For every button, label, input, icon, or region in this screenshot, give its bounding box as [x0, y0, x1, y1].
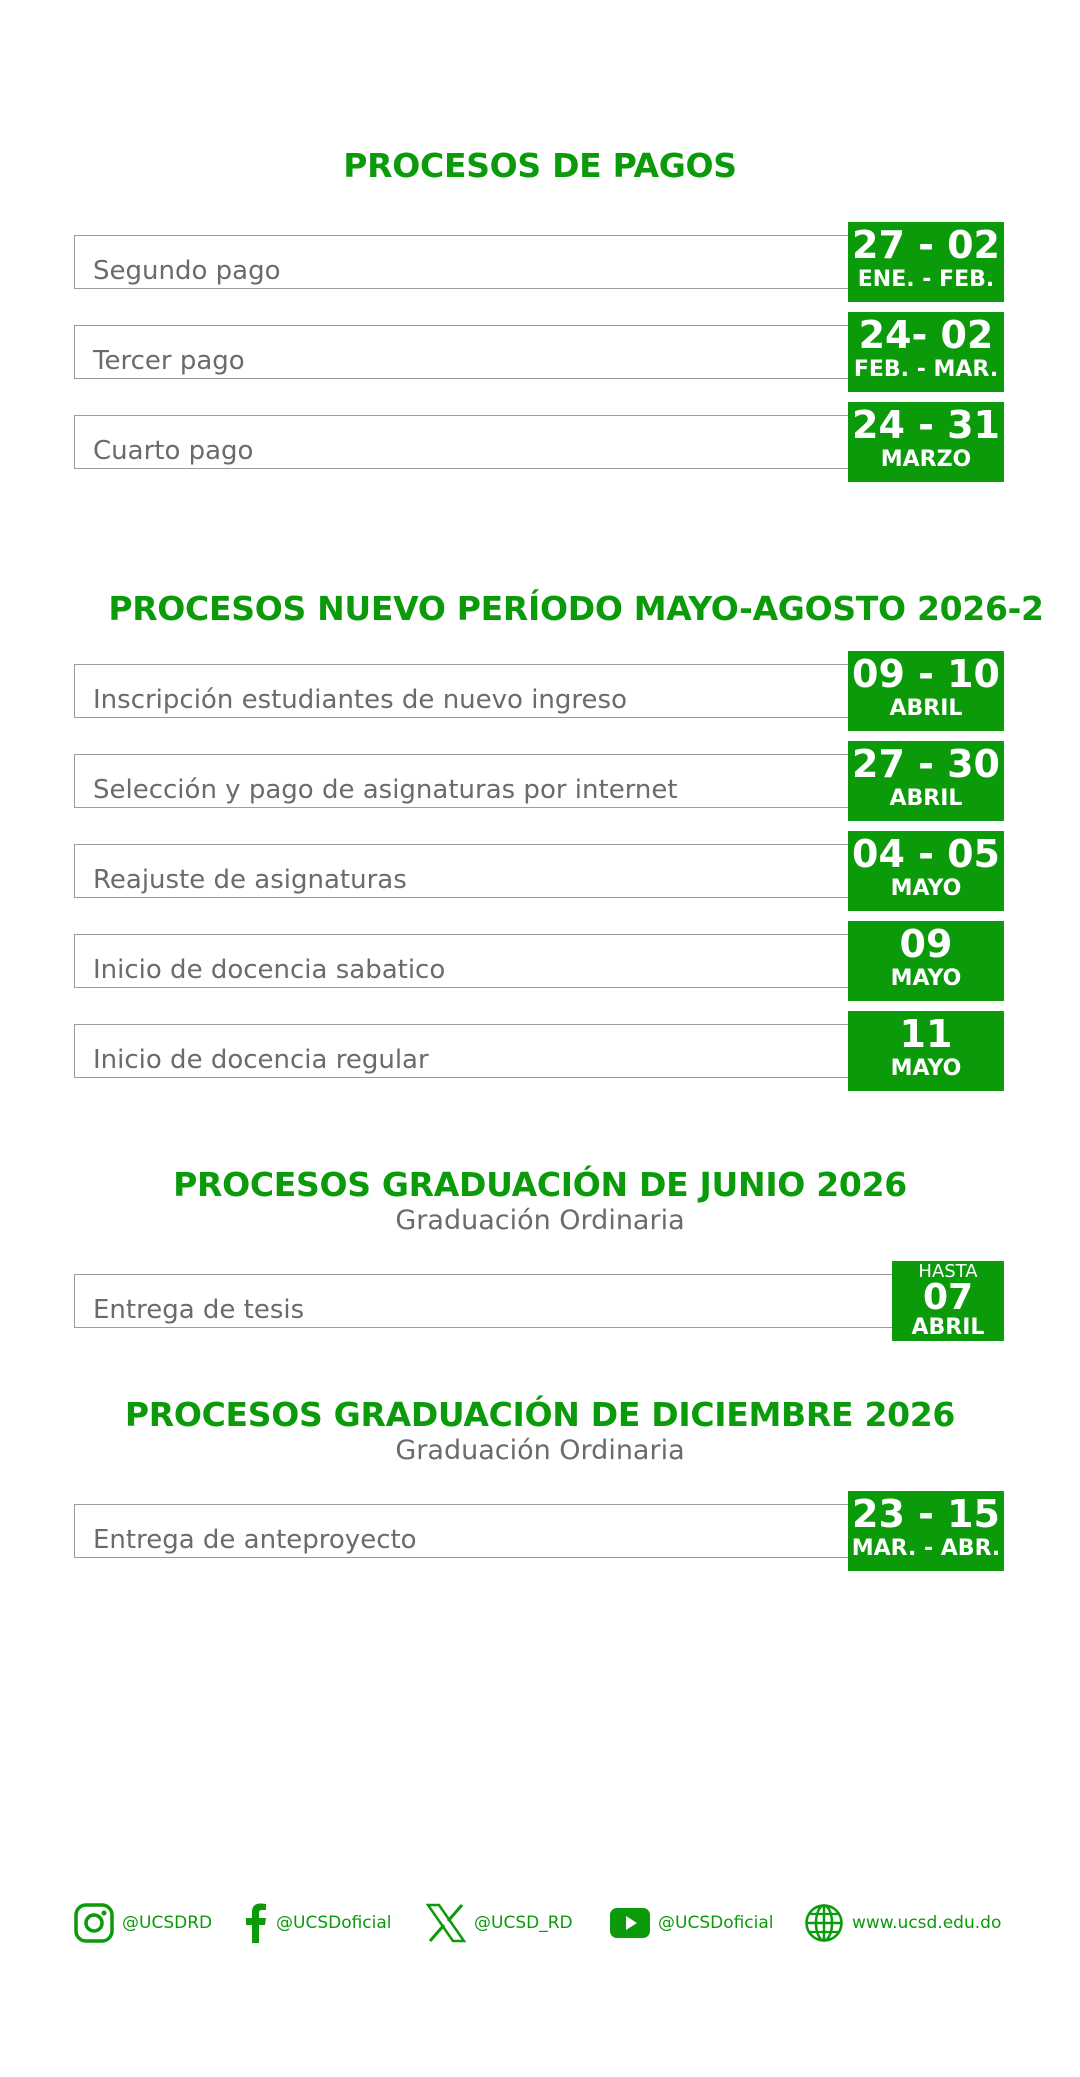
- date-months: ABRIL: [911, 1315, 985, 1340]
- row-box: [74, 664, 850, 718]
- date-months: FEB. - MAR.: [853, 357, 999, 382]
- youtube-handle: @UCSDoficial: [658, 1913, 774, 1933]
- date-days: 23 - 15: [852, 1492, 1000, 1536]
- new-period-title: PROCESOS NUEVO PERÍODO MAYO-AGOSTO 2026-2: [108, 589, 1044, 628]
- date-months: MAYO: [890, 1056, 962, 1081]
- x-handle: @UCSD_RD: [474, 1913, 573, 1933]
- schedule-row: [74, 1491, 1004, 1571]
- schedule-row: [74, 831, 1004, 911]
- date-days: 24 - 31: [852, 403, 1000, 447]
- graduation-june-title: PROCESOS GRADUACIÓN DE JUNIO 2026: [173, 1165, 907, 1204]
- date-badge: [848, 312, 1004, 392]
- date-badge: [892, 1261, 1004, 1341]
- row-label: Selección y pago de asignaturas por internet: [93, 775, 678, 805]
- row-box: [74, 844, 850, 898]
- row-label: Inscripción estudiantes de nuevo ingreso: [93, 685, 627, 715]
- instagram-link[interactable]: [74, 1895, 212, 1951]
- date-months: ABRIL: [889, 696, 963, 721]
- date-months: ENE. - FEB.: [857, 267, 995, 292]
- row-box: [74, 1024, 850, 1078]
- schedule-row: [74, 402, 1004, 482]
- youtube-link[interactable]: [610, 1895, 774, 1951]
- date-days: 09 - 10: [852, 652, 1000, 696]
- schedule-row: [74, 1011, 1004, 1091]
- date-months: MARZO: [880, 447, 972, 472]
- x-link[interactable]: [426, 1895, 573, 1951]
- row-label: Entrega de tesis: [93, 1295, 305, 1325]
- row-label: Reajuste de asignaturas: [93, 865, 407, 895]
- row-label: Inicio de docencia sabatico: [93, 955, 446, 985]
- schedule-row: [74, 222, 1004, 302]
- instagram-handle: @UCSDRD: [122, 1913, 213, 1933]
- schedule-row: [74, 651, 1004, 731]
- date-days: 09: [899, 922, 953, 966]
- row-label: Tercer pago: [93, 346, 245, 376]
- row-box: [74, 754, 850, 808]
- globe-icon: [804, 1903, 844, 1943]
- social-footer: [74, 1895, 1004, 1951]
- date-badge: [848, 651, 1004, 731]
- graduation-june-subtitle: Graduación Ordinaria: [395, 1205, 685, 1236]
- date-months: ABRIL: [889, 786, 963, 811]
- payments-title: PROCESOS DE PAGOS: [343, 146, 737, 185]
- date-badge: [848, 222, 1004, 302]
- graduation-december-subtitle: Graduación Ordinaria: [395, 1435, 685, 1466]
- date-badge: [848, 402, 1004, 482]
- row-label: Segundo pago: [93, 256, 281, 286]
- date-months: MAYO: [890, 966, 962, 991]
- date-days: 27 - 30: [852, 742, 1000, 786]
- row-label: Entrega de anteproyecto: [93, 1525, 417, 1555]
- row-box: [74, 1274, 894, 1328]
- schedule-row: [74, 741, 1004, 821]
- date-badge: [848, 1011, 1004, 1091]
- schedule-row: [74, 921, 1004, 1001]
- row-box: [74, 1504, 850, 1558]
- date-badge: [848, 921, 1004, 1001]
- row-box: [74, 235, 850, 289]
- website-link[interactable]: [804, 1895, 1001, 1951]
- schedule-row: [74, 312, 1004, 392]
- graduation-december-title: PROCESOS GRADUACIÓN DE DICIEMBRE 2026: [124, 1395, 956, 1434]
- row-box: [74, 415, 850, 469]
- facebook-link[interactable]: [244, 1895, 392, 1951]
- date-days: 27 - 02: [852, 223, 1000, 267]
- date-badge: [848, 1491, 1004, 1571]
- facebook-handle: @UCSDoficial: [276, 1913, 392, 1933]
- date-prefix: HASTA: [918, 1261, 978, 1282]
- date-days: 11: [899, 1012, 953, 1056]
- instagram-icon: [74, 1903, 114, 1943]
- date-days: 07: [922, 1277, 974, 1318]
- date-months: MAYO: [890, 876, 962, 901]
- date-days: 04 - 05: [852, 832, 1000, 876]
- date-badge: [848, 831, 1004, 911]
- facebook-icon: [244, 1903, 268, 1943]
- date-months: MAR. - ABR.: [851, 1536, 1001, 1561]
- date-badge: [848, 741, 1004, 821]
- row-box: [74, 325, 850, 379]
- youtube-icon: [610, 1908, 650, 1938]
- date-days: 24- 02: [858, 313, 994, 357]
- row-label: Cuarto pago: [93, 436, 254, 466]
- row-label: Inicio de docencia regular: [93, 1045, 429, 1075]
- x-icon: [426, 1903, 466, 1943]
- schedule-row: [74, 1261, 1004, 1341]
- website-url: www.ucsd.edu.do: [852, 1913, 1002, 1933]
- row-box: [74, 934, 850, 988]
